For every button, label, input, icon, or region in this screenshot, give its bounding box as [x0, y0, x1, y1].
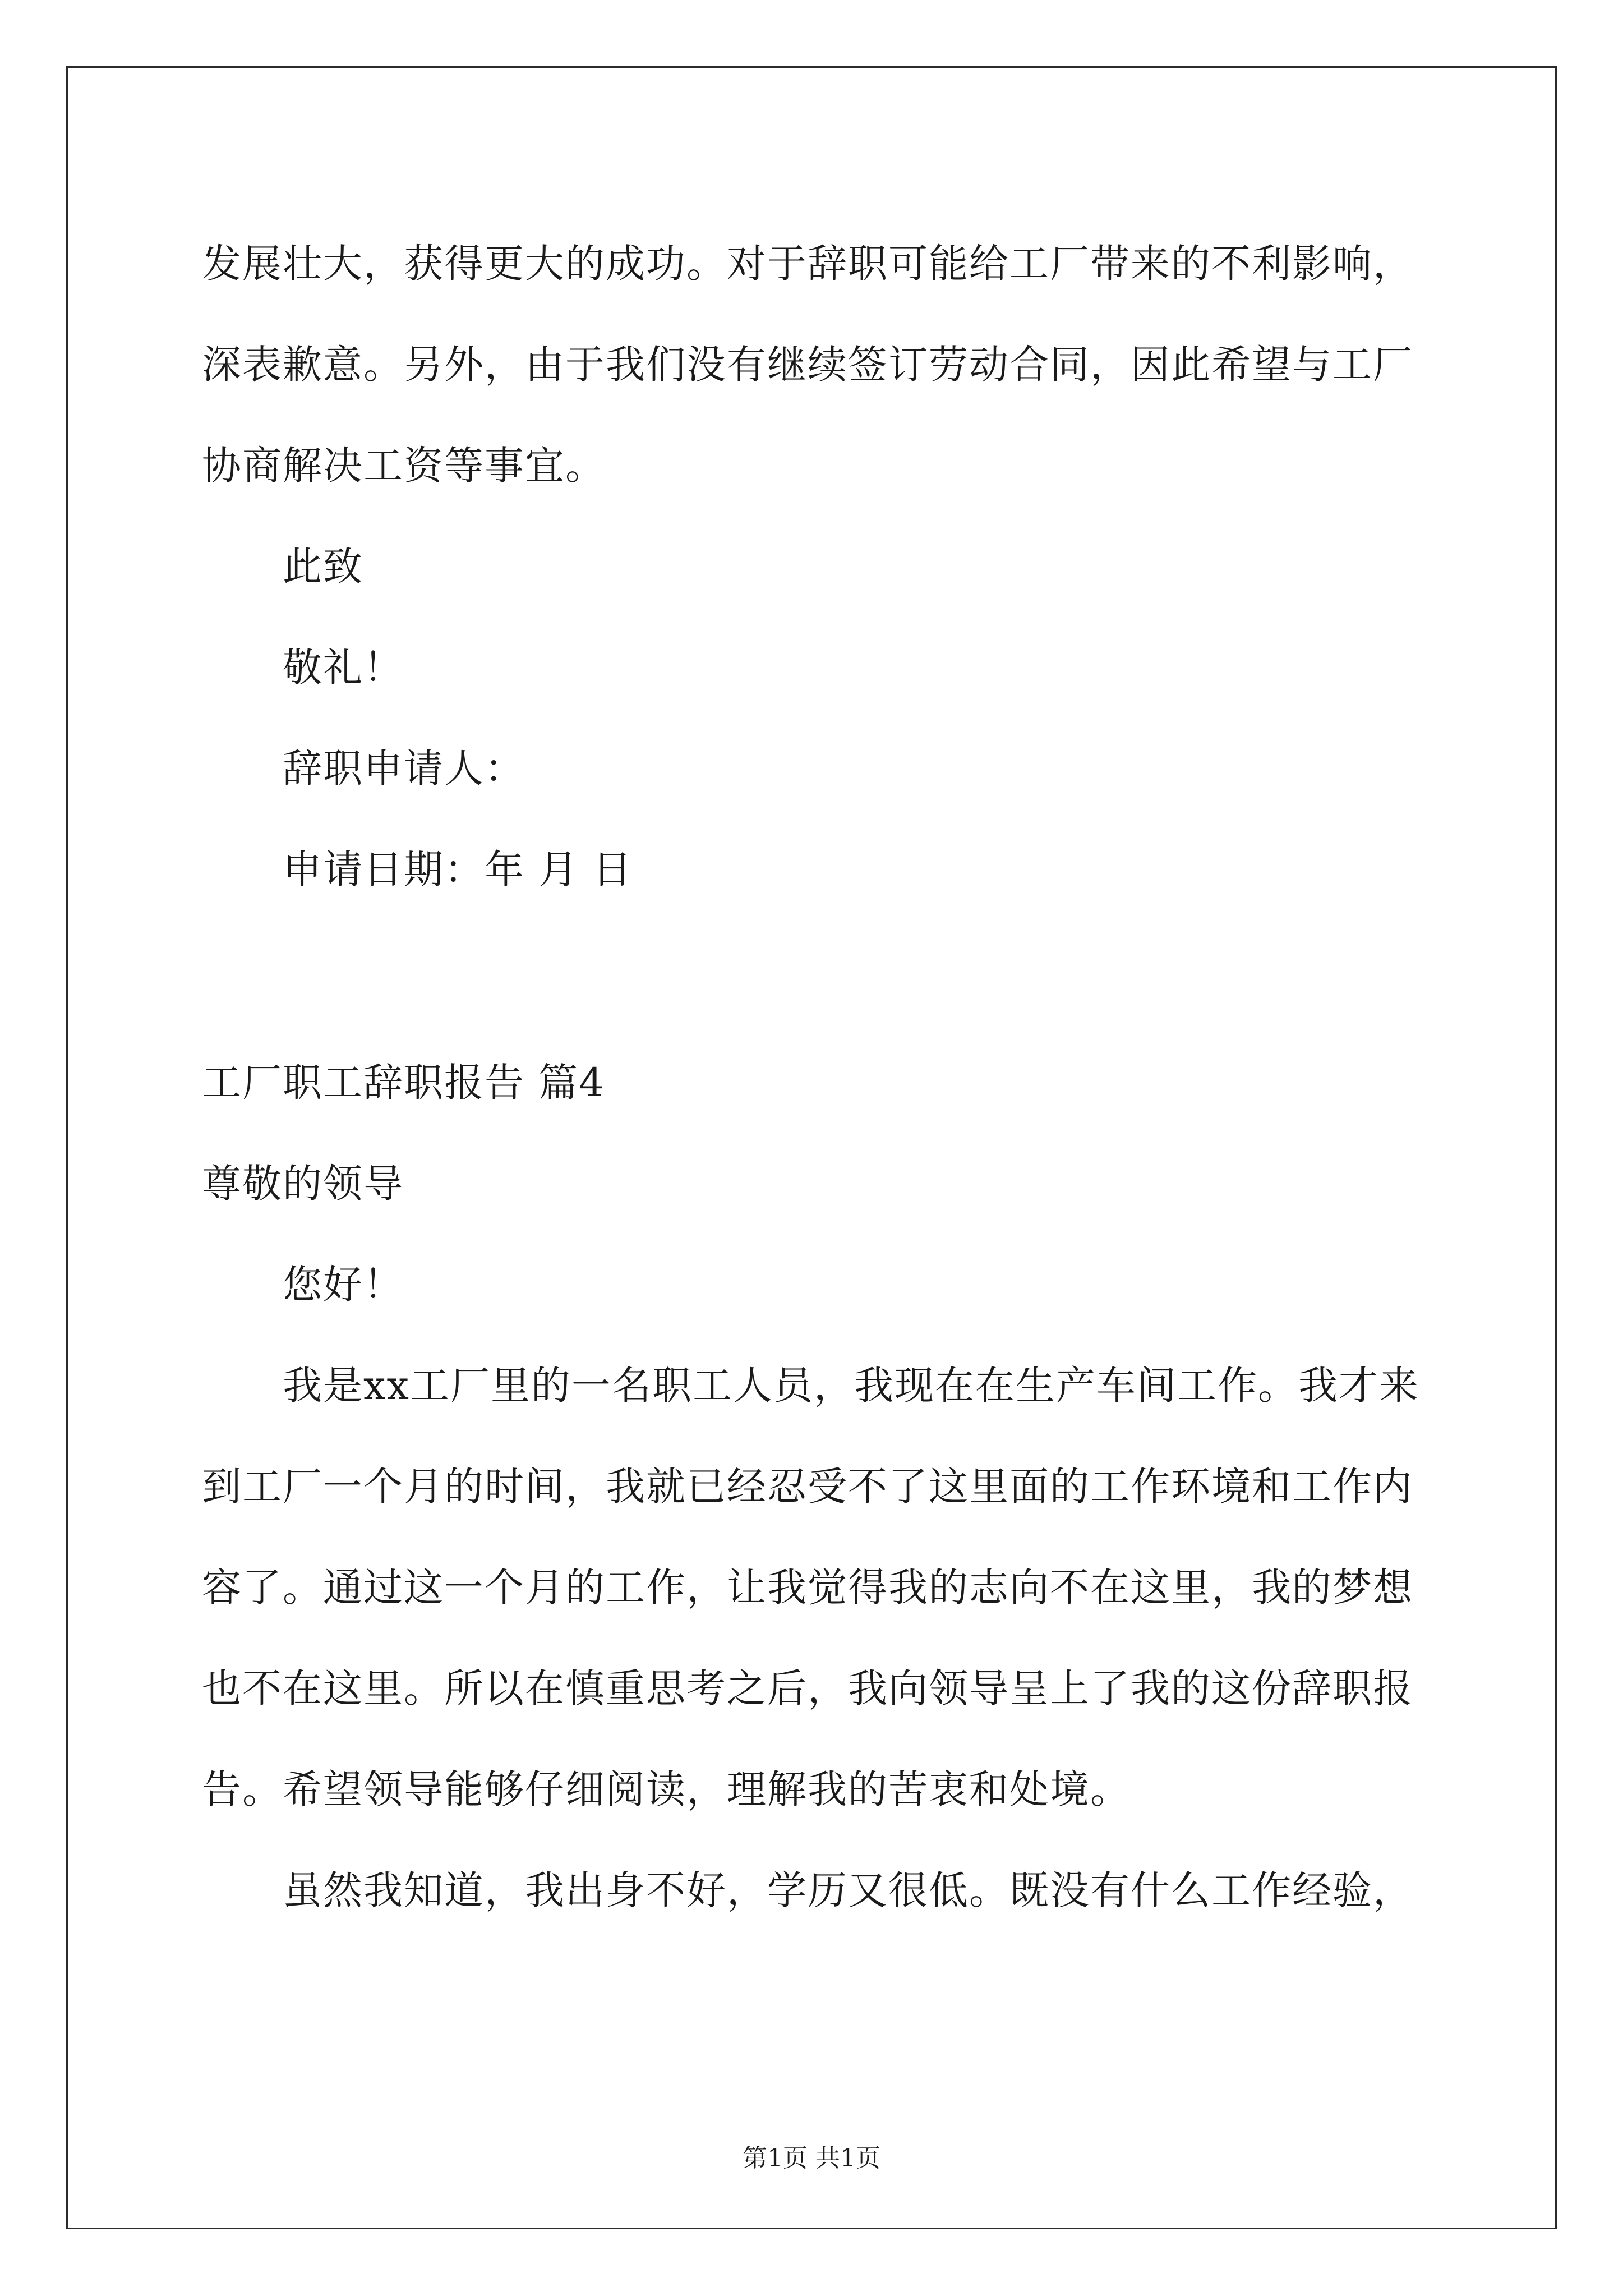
- addressee-line: 尊敬的领导: [202, 1161, 404, 1207]
- document-body: [202, 213, 1436, 1941]
- closing-line: 此致: [283, 544, 363, 590]
- text-line: 深表歉意。另外，由于我们没有继续签订劳动合同，因此希望与工厂: [202, 342, 1413, 388]
- text-line: 到工厂一个月的时间，我就已经忍受不了这里面的工作环境和工作内: [202, 1464, 1413, 1510]
- text-line: 我是xx工厂里的一名职工人员，我现在在生产车间工作。我才来: [283, 1363, 1419, 1409]
- text-line: 发展壮大，获得更大的成功。对于辞职可能给工厂带来的不利影响，: [202, 241, 1413, 287]
- greeting-line: 您好！: [283, 1262, 404, 1308]
- text-line: 告。希望领导能够仔细阅读，理解我的苦衷和处境。: [202, 1766, 1131, 1812]
- text-line: 也不在这里。所以在慎重思考之后，我向领导呈上了我的这份辞职报: [202, 1665, 1413, 1711]
- text-line: 虽然我知道，我出身不好，学历又很低。既没有什么工作经验，: [283, 1867, 1413, 1913]
- text-line: 协商解决工资等事宜。: [202, 443, 606, 489]
- text-line: 容了。通过这一个月的工作，让我觉得我的志向不在这里，我的梦想: [202, 1565, 1413, 1611]
- applicant-line: 辞职申请人：: [283, 746, 525, 792]
- salute-line: 敬礼！: [283, 645, 404, 691]
- date-line: 申请日期：年 月 日: [283, 846, 633, 892]
- section-title: 工厂职工辞职报告 篇4: [202, 1060, 605, 1106]
- page-footer: 第1页 共1页: [743, 2144, 880, 2173]
